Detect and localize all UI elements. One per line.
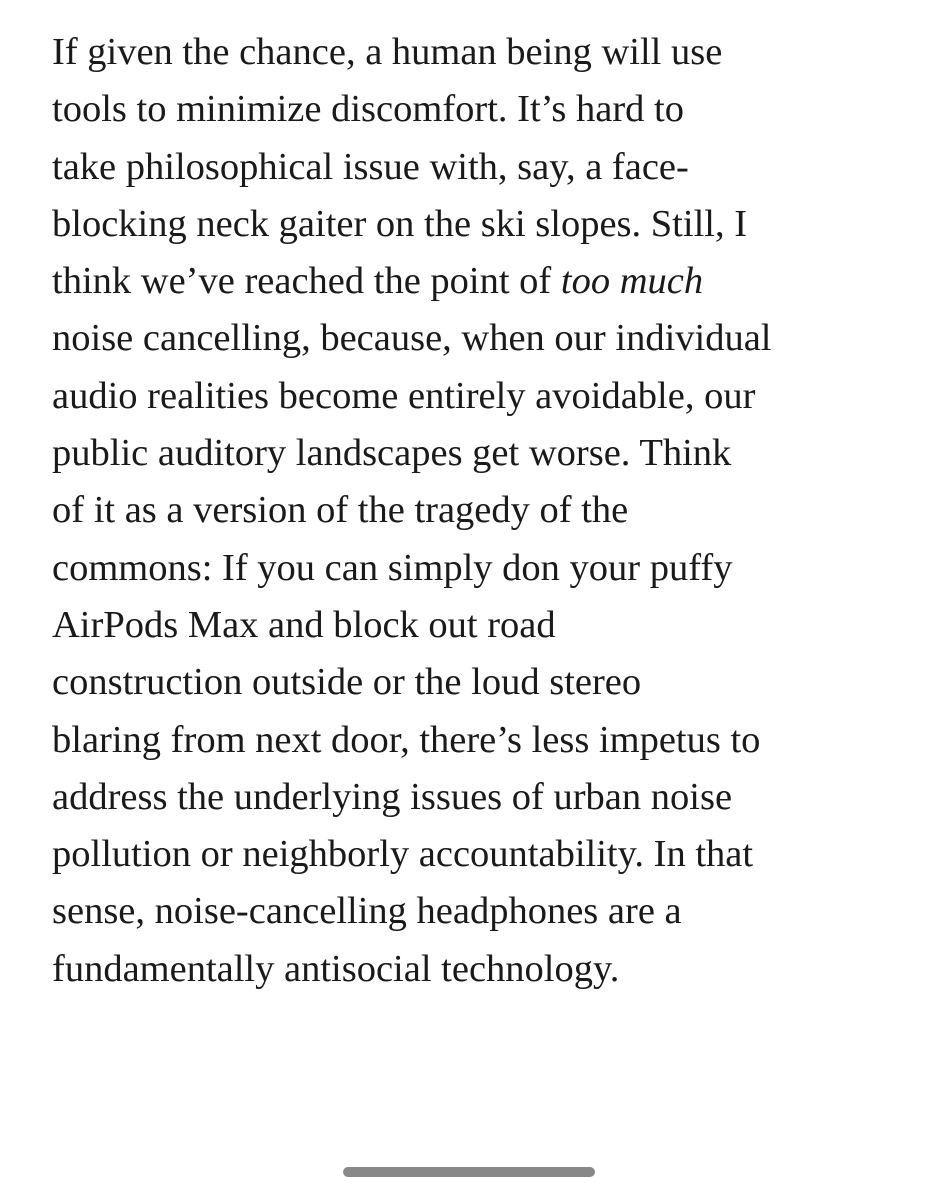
- paragraph-line: AirPods Max and block out road: [52, 603, 556, 646]
- paragraph-line: audio realities become entirely avoidable, our: [52, 374, 756, 417]
- emphasis-text: too much: [560, 260, 704, 303]
- paragraph-line: take philosophical issue with, say, a face-: [52, 145, 689, 188]
- paragraph-line: construction outside or the loud stereo: [52, 661, 642, 704]
- paragraph-line: blaring from next door, there’s less impetus to: [52, 718, 761, 761]
- paragraph-line: [52, 253, 912, 310]
- paragraph-line: fundamentally antisocial technology.: [52, 947, 620, 990]
- paragraph-line: sense, noise-cancelling headphones are a: [52, 890, 682, 933]
- paragraph-line-text: think we’ve reached the point of: [52, 260, 561, 303]
- paragraph-line: of it as a version of the tragedy of the: [52, 489, 629, 532]
- paragraph-line: blocking neck gaiter on the ski slopes. Still, I: [52, 202, 748, 245]
- article-paragraph: [52, 24, 912, 998]
- paragraph-line: pollution or neighborly accountability. In that: [52, 833, 754, 876]
- home-indicator-bar[interactable]: [343, 1167, 595, 1177]
- paragraph-line: If given the chance, a human being will use: [52, 31, 723, 73]
- paragraph-line: commons: If you can simply don your puffy: [52, 546, 733, 589]
- paragraph-line: tools to minimize discomfort. It’s hard to: [52, 88, 684, 131]
- paragraph-line: noise cancelling, because, when our individual: [52, 317, 772, 360]
- paragraph-line: public auditory landscapes get worse. Think: [52, 432, 732, 475]
- paragraph-line: address the underlying issues of urban noise: [52, 775, 733, 818]
